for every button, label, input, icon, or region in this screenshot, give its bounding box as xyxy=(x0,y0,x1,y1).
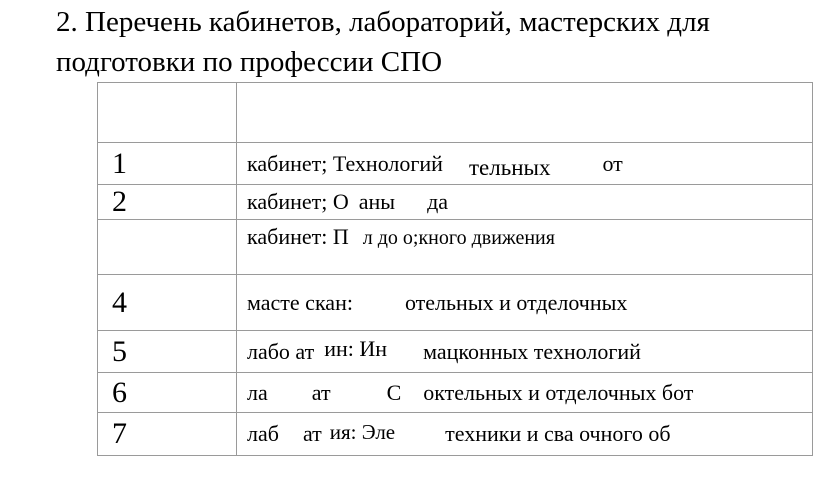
document-heading xyxy=(56,2,806,82)
row-text xyxy=(237,143,813,185)
text-fragment: кабинет; Технологий xyxy=(247,150,443,176)
row-text xyxy=(237,373,813,413)
text-fragment: аны xyxy=(358,189,396,214)
heading-line-2: подготовки по профессии СПО xyxy=(56,46,443,78)
row-number: 2 xyxy=(98,185,237,220)
row-number: 6 xyxy=(98,373,237,413)
text-fragment: лабо ат xyxy=(247,338,315,364)
text-fragment: от xyxy=(602,150,623,176)
text-fragment: отельных и отделочных xyxy=(404,289,628,315)
text-fragment: ин: Ин xyxy=(324,335,388,361)
text-fragment: масте скан: xyxy=(247,289,353,315)
text-fragment: да xyxy=(427,189,449,214)
row-text xyxy=(237,275,813,331)
table-row xyxy=(98,275,813,331)
text-fragment: ат xyxy=(311,379,331,405)
text-fragment: мацконных технологий xyxy=(423,338,641,364)
heading-line-1: 2. Перечень кабинетов, лабораторий, мастерских для xyxy=(56,6,710,38)
row-text-cell xyxy=(237,83,813,143)
text-fragment: ла xyxy=(247,379,268,405)
text-fragment: октельных и отделочных бот xyxy=(423,379,694,405)
table-header-row xyxy=(98,83,813,143)
table-row xyxy=(98,413,813,456)
row-number: 4 xyxy=(98,275,237,331)
row-number: 7 xyxy=(98,413,237,456)
text-fragment: тельных xyxy=(468,154,551,180)
text-fragment: лаб xyxy=(247,421,279,446)
table-row xyxy=(98,185,813,220)
premises-table xyxy=(97,82,813,456)
text-fragment: техники и сва очного об xyxy=(445,421,671,446)
text-fragment: л до о;кного движения xyxy=(362,227,555,249)
text-fragment: кабинет: П xyxy=(247,224,349,249)
row-text xyxy=(237,220,813,275)
row-text xyxy=(237,185,813,220)
row-number: 1 xyxy=(98,143,237,185)
table-row xyxy=(98,143,813,185)
row-text xyxy=(237,331,813,373)
text-fragment: С xyxy=(386,379,402,405)
table-row xyxy=(98,220,813,275)
table-row xyxy=(98,331,813,373)
row-number: 5 xyxy=(98,331,237,373)
text-fragment: кабинет; О xyxy=(247,189,349,214)
text-fragment: ат xyxy=(302,421,322,446)
row-number-cell xyxy=(98,83,237,143)
table-row xyxy=(98,373,813,413)
text-fragment: ия: Эле xyxy=(329,420,396,444)
row-text xyxy=(237,413,813,456)
row-number xyxy=(98,220,237,275)
